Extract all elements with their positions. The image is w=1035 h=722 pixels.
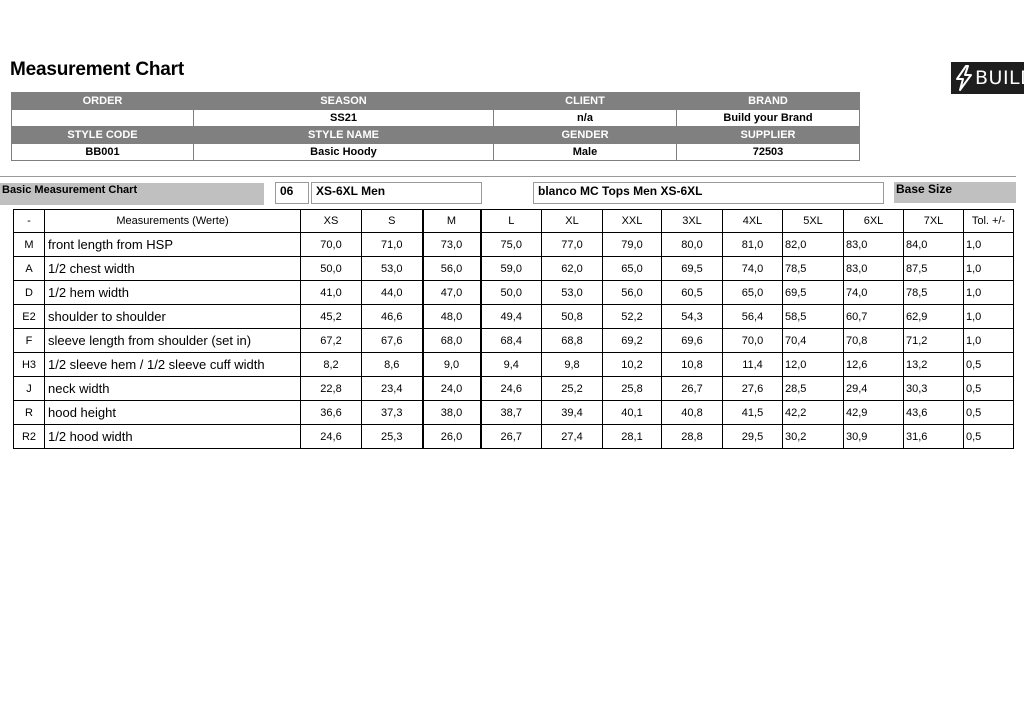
measurement-value: 42,9 xyxy=(844,401,904,425)
season-value: SS21 xyxy=(194,110,494,127)
measurement-value: 53,0 xyxy=(542,281,603,305)
measurement-value: 29,5 xyxy=(723,425,783,449)
measurement-value: 56,4 xyxy=(723,305,783,329)
measurement-value: 9,0 xyxy=(423,353,481,377)
measurement-value: 46,6 xyxy=(362,305,423,329)
template-name-field: blanco MC Tops Men XS-6XL xyxy=(533,182,884,204)
measurement-name: sleeve length from shoulder (set in) xyxy=(45,329,301,353)
measurement-value: 30,9 xyxy=(844,425,904,449)
season-header: SEASON xyxy=(194,93,494,110)
measurement-value: 11,4 xyxy=(723,353,783,377)
column-header: S xyxy=(362,210,423,233)
measurement-name: front length from HSP xyxy=(45,233,301,257)
measurement-value: 77,0 xyxy=(542,233,603,257)
measurement-value: 62,0 xyxy=(542,257,603,281)
column-header: - xyxy=(14,210,45,233)
base-size-label: Base Size xyxy=(894,182,1016,203)
measurement-value: 67,2 xyxy=(301,329,362,353)
gender-header: GENDER xyxy=(494,127,677,144)
measurement-value: 38,0 xyxy=(423,401,481,425)
measurement-name: shoulder to shoulder xyxy=(45,305,301,329)
measurement-value: 60,5 xyxy=(662,281,723,305)
measurement-value: 8,6 xyxy=(362,353,423,377)
logo-text: BUILD xyxy=(975,67,1035,89)
measurement-value: 74,0 xyxy=(844,281,904,305)
measurement-value: 84,0 xyxy=(904,233,964,257)
measurement-value: 83,0 xyxy=(844,257,904,281)
measurement-value: 50,0 xyxy=(301,257,362,281)
measurement-value: 23,4 xyxy=(362,377,423,401)
client-value: n/a xyxy=(494,110,677,127)
style-code-header: STYLE CODE xyxy=(12,127,194,144)
table-row xyxy=(14,329,1014,353)
column-header: XS xyxy=(301,210,362,233)
column-header: XL xyxy=(542,210,603,233)
measurement-value: 44,0 xyxy=(362,281,423,305)
table-row xyxy=(14,353,1014,377)
measurement-value: 80,0 xyxy=(662,233,723,257)
table-row xyxy=(14,233,1014,257)
measurement-value: 29,4 xyxy=(844,377,904,401)
measurement-value: 31,6 xyxy=(904,425,964,449)
measurement-value: 36,6 xyxy=(301,401,362,425)
measurement-value: 82,0 xyxy=(783,233,844,257)
client-header: CLIENT xyxy=(494,93,677,110)
column-header: 3XL xyxy=(662,210,723,233)
size-range-field: XS-6XL Men xyxy=(311,182,482,204)
measurement-value: 83,0 xyxy=(844,233,904,257)
column-header: 4XL xyxy=(723,210,783,233)
brand-header: BRAND xyxy=(677,93,860,110)
tolerance-value: 0,5 xyxy=(964,377,1014,401)
measurement-value: 47,0 xyxy=(423,281,481,305)
measurement-value: 9,8 xyxy=(542,353,603,377)
measurement-value: 69,5 xyxy=(783,281,844,305)
measurement-value: 10,8 xyxy=(662,353,723,377)
supplier-header: SUPPLIER xyxy=(677,127,860,144)
measurement-value: 28,1 xyxy=(603,425,662,449)
chart-code-field: 06 xyxy=(275,182,309,204)
measurement-value: 69,2 xyxy=(603,329,662,353)
style-name-header: STYLE NAME xyxy=(194,127,494,144)
column-header: 5XL xyxy=(783,210,844,233)
measurement-value: 50,0 xyxy=(481,281,542,305)
column-header: 6XL xyxy=(844,210,904,233)
measurement-value: 26,0 xyxy=(423,425,481,449)
measurement-value: 70,8 xyxy=(844,329,904,353)
measurement-value: 60,7 xyxy=(844,305,904,329)
table-row xyxy=(14,281,1014,305)
tolerance-value: 1,0 xyxy=(964,305,1014,329)
measurement-value: 8,2 xyxy=(301,353,362,377)
measurement-value: 30,3 xyxy=(904,377,964,401)
measurement-value: 26,7 xyxy=(662,377,723,401)
table-row xyxy=(14,257,1014,281)
measurement-value: 71,0 xyxy=(362,233,423,257)
measurement-value: 68,0 xyxy=(423,329,481,353)
table-row xyxy=(14,305,1014,329)
tolerance-value: 0,5 xyxy=(964,425,1014,449)
measurement-value: 37,3 xyxy=(362,401,423,425)
measurement-value: 41,0 xyxy=(301,281,362,305)
measurement-value: 70,4 xyxy=(783,329,844,353)
measurement-value: 58,5 xyxy=(783,305,844,329)
measurement-value: 49,4 xyxy=(481,305,542,329)
measurement-value: 73,0 xyxy=(423,233,481,257)
measurement-value: 78,5 xyxy=(783,257,844,281)
measurement-code: H3 xyxy=(14,353,45,377)
tolerance-value: 0,5 xyxy=(964,401,1014,425)
measurement-value: 52,2 xyxy=(603,305,662,329)
gender-value: Male xyxy=(494,144,677,161)
measurement-value: 78,5 xyxy=(904,281,964,305)
column-header: Measurements (Werte) xyxy=(45,210,301,233)
measurement-value: 25,8 xyxy=(603,377,662,401)
measurement-code: R xyxy=(14,401,45,425)
section-divider xyxy=(0,176,1016,177)
column-header: L xyxy=(481,210,542,233)
measurement-value: 48,0 xyxy=(423,305,481,329)
measurement-value: 40,8 xyxy=(662,401,723,425)
measurement-value: 25,3 xyxy=(362,425,423,449)
measurement-value: 56,0 xyxy=(603,281,662,305)
column-header: M xyxy=(423,210,481,233)
measurement-value: 12,6 xyxy=(844,353,904,377)
tolerance-value: 1,0 xyxy=(964,329,1014,353)
measurement-value: 68,4 xyxy=(481,329,542,353)
style-code-value: BB001 xyxy=(12,144,194,161)
measurement-value: 28,8 xyxy=(662,425,723,449)
table-row xyxy=(14,425,1014,449)
measurement-value: 68,8 xyxy=(542,329,603,353)
measurement-name: 1/2 hood width xyxy=(45,425,301,449)
style-name-value: Basic Hoody xyxy=(194,144,494,161)
measurement-code: A xyxy=(14,257,45,281)
measurement-value: 67,6 xyxy=(362,329,423,353)
measurement-value: 59,0 xyxy=(481,257,542,281)
measurement-name: hood height xyxy=(45,401,301,425)
measurement-value: 79,0 xyxy=(603,233,662,257)
measurement-name: 1/2 chest width xyxy=(45,257,301,281)
measurement-value: 43,6 xyxy=(904,401,964,425)
measurement-value: 26,7 xyxy=(481,425,542,449)
table-row xyxy=(14,377,1014,401)
measurement-value: 10,2 xyxy=(603,353,662,377)
measurement-value: 75,0 xyxy=(481,233,542,257)
table-row xyxy=(14,401,1014,425)
tolerance-value: 1,0 xyxy=(964,281,1014,305)
column-header: Tol. +/- xyxy=(964,210,1014,233)
measurement-value: 38,7 xyxy=(481,401,542,425)
measurement-value: 12,0 xyxy=(783,353,844,377)
measurement-code: F xyxy=(14,329,45,353)
info-value-row xyxy=(12,110,860,127)
measurement-value: 24,0 xyxy=(423,377,481,401)
measurement-code: J xyxy=(14,377,45,401)
info-header-row xyxy=(12,93,860,110)
order-info-table xyxy=(11,92,860,161)
measurement-value: 87,5 xyxy=(904,257,964,281)
chart-type-label: Basic Measurement Chart xyxy=(0,183,264,205)
measurement-value: 50,8 xyxy=(542,305,603,329)
order-header: ORDER xyxy=(12,93,194,110)
measurement-table xyxy=(13,209,1014,449)
measurement-code: R2 xyxy=(14,425,45,449)
measurement-value: 71,2 xyxy=(904,329,964,353)
brand-logo xyxy=(951,62,1035,94)
measurement-value: 39,4 xyxy=(542,401,603,425)
measurement-value: 27,4 xyxy=(542,425,603,449)
page-title: Measurement Chart xyxy=(10,59,184,80)
measurement-value: 53,0 xyxy=(362,257,423,281)
measurement-value: 22,8 xyxy=(301,377,362,401)
measurement-value: 25,2 xyxy=(542,377,603,401)
measurement-value: 62,9 xyxy=(904,305,964,329)
table-header-row xyxy=(14,210,1014,233)
measurement-value: 70,0 xyxy=(723,329,783,353)
column-header: XXL xyxy=(603,210,662,233)
measurement-value: 28,5 xyxy=(783,377,844,401)
measurement-value: 9,4 xyxy=(481,353,542,377)
measurement-name: 1/2 hem width xyxy=(45,281,301,305)
measurement-value: 81,0 xyxy=(723,233,783,257)
measurement-value: 65,0 xyxy=(603,257,662,281)
measurement-value: 24,6 xyxy=(301,425,362,449)
measurement-value: 65,0 xyxy=(723,281,783,305)
info-value-row xyxy=(12,144,860,161)
lightning-bolt-icon xyxy=(954,65,974,91)
measurement-value: 70,0 xyxy=(301,233,362,257)
supplier-value: 72503 xyxy=(677,144,860,161)
measurement-code: E2 xyxy=(14,305,45,329)
tolerance-value: 0,5 xyxy=(964,353,1014,377)
measurement-value: 54,3 xyxy=(662,305,723,329)
measurement-value: 42,2 xyxy=(783,401,844,425)
measurement-code: M xyxy=(14,233,45,257)
measurement-value: 56,0 xyxy=(423,257,481,281)
order-value xyxy=(12,110,194,127)
measurement-value: 41,5 xyxy=(723,401,783,425)
measurement-value: 69,5 xyxy=(662,257,723,281)
measurement-value: 13,2 xyxy=(904,353,964,377)
measurement-value: 69,6 xyxy=(662,329,723,353)
info-header-row xyxy=(12,127,860,144)
measurement-name: 1/2 sleeve hem / 1/2 sleeve cuff width xyxy=(45,353,301,377)
measurement-value: 40,1 xyxy=(603,401,662,425)
brand-value: Build your Brand xyxy=(677,110,860,127)
tolerance-value: 1,0 xyxy=(964,257,1014,281)
measurement-value: 24,6 xyxy=(481,377,542,401)
column-header: 7XL xyxy=(904,210,964,233)
measurement-value: 27,6 xyxy=(723,377,783,401)
measurement-value: 74,0 xyxy=(723,257,783,281)
measurement-code: D xyxy=(14,281,45,305)
tolerance-value: 1,0 xyxy=(964,233,1014,257)
measurement-value: 45,2 xyxy=(301,305,362,329)
measurement-name: neck width xyxy=(45,377,301,401)
measurement-value: 30,2 xyxy=(783,425,844,449)
